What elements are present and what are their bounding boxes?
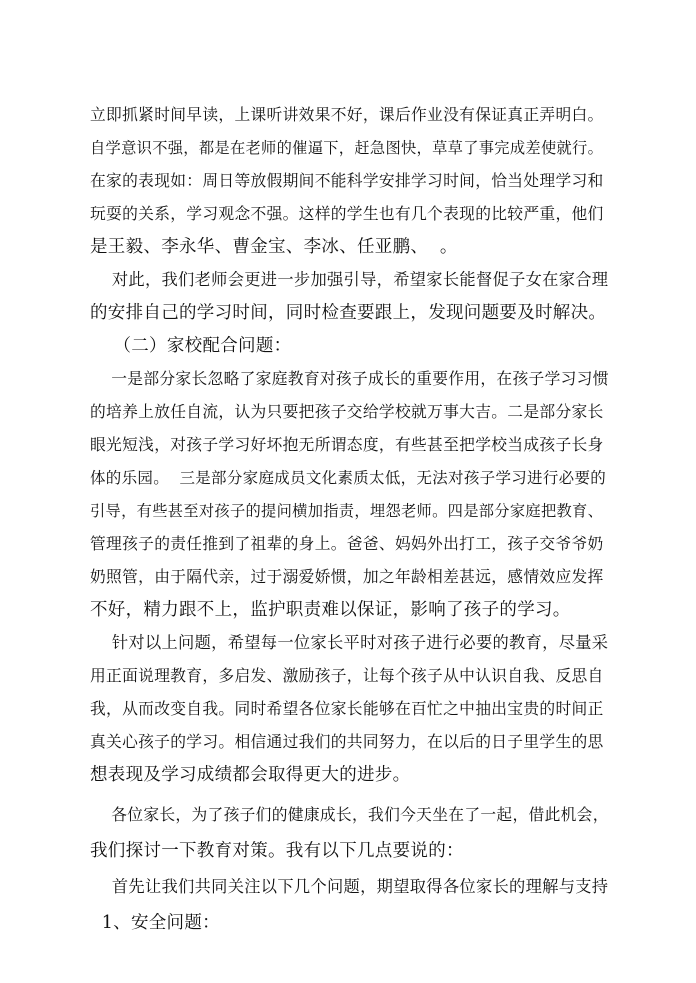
text-line: 我，从而改变自我。同时希望各位家长能够在百忙之中抽出宝贵的时间正	[90, 699, 604, 718]
text-line: 是王毅、李永华、曹金宝、李冰、任亚鹏、 。	[90, 237, 458, 257]
list-item-heading: 1、安全问题：	[90, 913, 220, 933]
text-line: 对此，我们老师会更进一步加强引导，希望家长能督促子女在家合理	[90, 270, 609, 289]
text-line: 的培养上放任自流，认为只要把孩子交给学校就万事大吉。二是部分家长	[90, 402, 604, 421]
text-line: 玩耍的关系，学习观念不强。这样的学生也有几个表现的比较严重，他们	[90, 204, 604, 223]
text-line: 在家的表现如：周日等放假期间不能科学安排学习时间，恰当处理学习和	[90, 171, 604, 190]
text-line: 针对以上问题，希望每一位家长平时对孩子进行必要的教育，尽量采	[90, 633, 609, 652]
text-line: 一是部分家长忽略了家庭教育对孩子成长的重要作用，在孩子学习习惯	[90, 369, 609, 388]
text-line: 的安排自己的学习时间，同时检查要跟上，发现问题要及时解决。	[90, 303, 607, 323]
text-line: 立即抓紧时间早读，上课听讲效果不好，课后作业没有保证真正弄明白。	[90, 105, 604, 124]
text-line: 首先让我们共同关注以下几个问题，期望取得各位家长的理解与支持	[90, 877, 609, 896]
text-line: 用正面说理教育，多启发、激励孩子，让每个孩子从中认识自我、反思自	[90, 666, 604, 685]
text-line: 各位家长，为了孩子们的健康成长，我们今天坐在了一起，借此机会，	[90, 805, 609, 824]
text-line: 引导，有些甚至对孩子的提问横加指责，埋怨老师。四是部分家庭把教育、	[90, 502, 604, 520]
text-line: 真关心孩子的学习。相信通过我们的共同努力，在以后的日子里学生的思	[90, 732, 604, 751]
text-line: 不好，精力跟不上，监护职责难以保证，影响了孩子的学习。	[90, 600, 571, 620]
text-line: 管理孩子的责任推到了祖辈的身上。爸爸、妈妈外出打工，孩子交爷爷奶	[90, 534, 604, 553]
section-heading: （二）家校配合问题：	[90, 336, 292, 356]
text-line: 体的乐园。 三是部分家庭成员文化素质太低，无法对孩子学习进行必要的	[90, 469, 607, 487]
text-line: 自学意识不强，都是在老师的催逼下，赶急图快，草草了事完成差使就行。	[90, 139, 604, 157]
text-line: 想表现及学习成绩都会取得更大的进步。	[90, 765, 411, 785]
text-line: 我们探讨一下教育对策。我有以下几点要说的：	[90, 841, 464, 861]
text-line: 眼光短浅，对孩子学习好坏抱无所谓态度，有些甚至把学校当成孩子长身	[90, 435, 604, 454]
text-line: 奶照管，由于隔代亲，过于溺爱娇惯，加之年龄相差甚远，感情效应发挥	[90, 567, 604, 586]
